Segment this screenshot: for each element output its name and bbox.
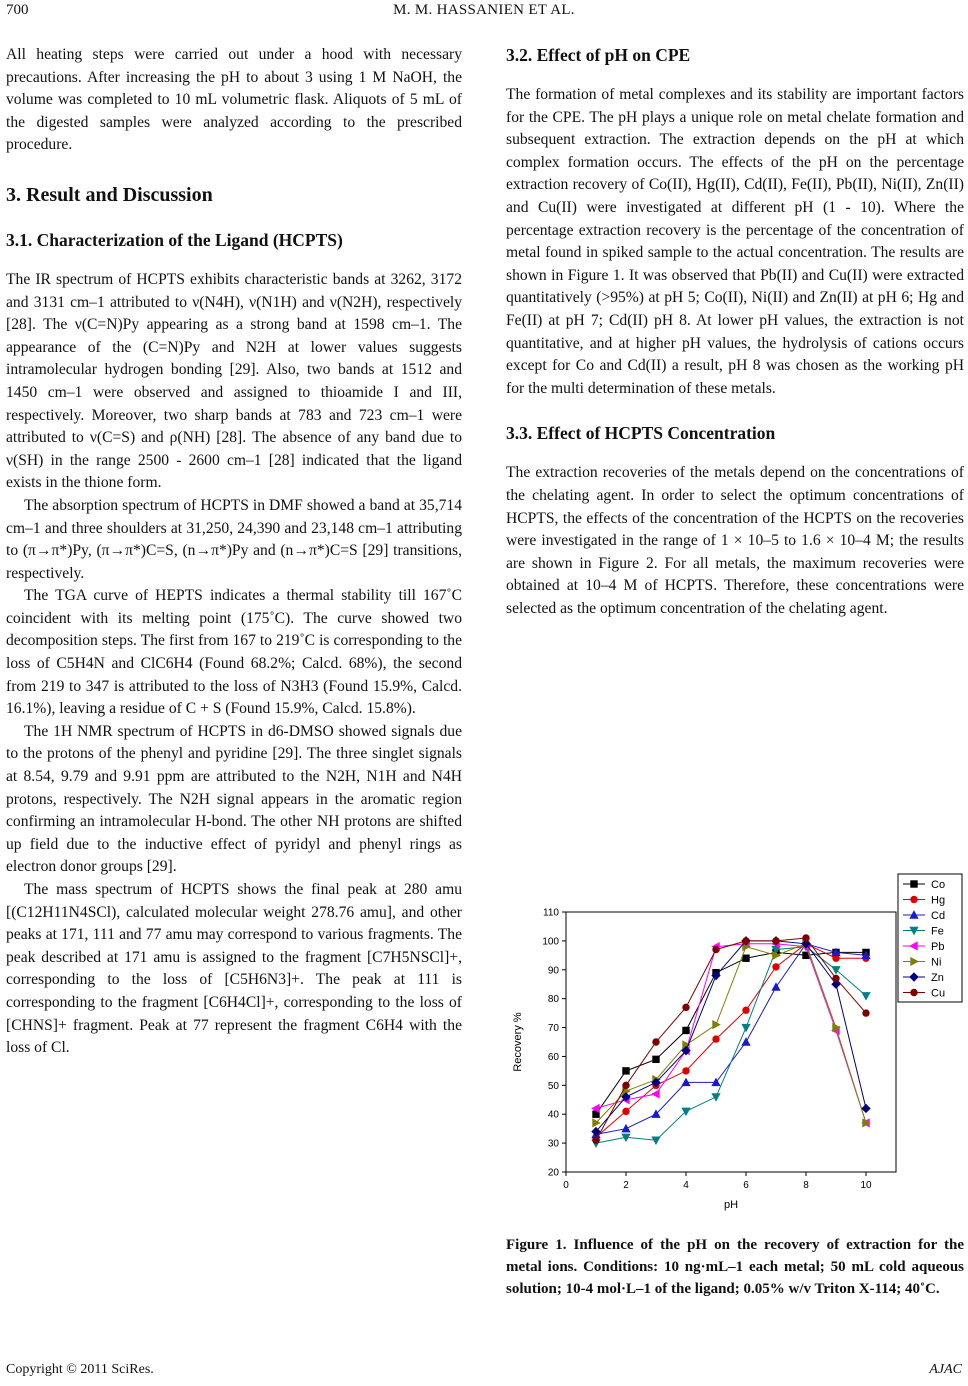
data-point-cu bbox=[803, 935, 809, 941]
data-point-fe bbox=[742, 1024, 750, 1031]
y-tick-label: 20 bbox=[547, 1167, 559, 1179]
data-point-cd bbox=[742, 1038, 750, 1045]
data-point-hg bbox=[773, 964, 779, 970]
y-tick-label: 100 bbox=[542, 936, 559, 948]
x-tick-label: 10 bbox=[860, 1180, 872, 1191]
x-tick-label: 0 bbox=[563, 1180, 569, 1191]
journal-name: AJAC bbox=[929, 1362, 962, 1377]
x-axis-label: pH bbox=[723, 1199, 739, 1211]
legend-label-fe: Fe bbox=[931, 925, 944, 938]
chart-legend bbox=[898, 874, 962, 1002]
data-point-co bbox=[743, 955, 749, 961]
legend-label-pb: Pb bbox=[931, 940, 945, 953]
series-line-cd bbox=[596, 944, 866, 1135]
series-line-zn bbox=[596, 941, 866, 1132]
series-line-fe bbox=[596, 947, 866, 1143]
subsection-heading-concentration: 3.3. Effect of HCPTS Concentration bbox=[506, 423, 776, 444]
figure-1-caption: Figure 1. Influence of the pH on the recovery of extraction for the metal ions. Conditions: 10 ng·mL–1 each metal; 50 mL cold aqueous solution; 10-4 mol·L–1 of the ligand; 0.05% w/v Triton X-114; 40˚C. bbox=[506, 1237, 964, 1297]
data-point-cu bbox=[593, 1137, 599, 1143]
legend-label-cu: Cu bbox=[931, 987, 946, 1000]
subsection-heading-ph: 3.2. Effect of pH on CPE bbox=[506, 45, 691, 65]
data-point-fe bbox=[862, 993, 870, 1000]
data-point-ni bbox=[713, 1021, 720, 1029]
right-column bbox=[506, 44, 964, 620]
page-number: 700 bbox=[6, 2, 29, 18]
data-point-co bbox=[653, 1056, 659, 1062]
data-point-hg bbox=[683, 1068, 689, 1074]
data-point-cd bbox=[772, 983, 780, 990]
data-point-hg bbox=[713, 1036, 719, 1042]
x-tick-label: 4 bbox=[683, 1180, 689, 1191]
legend-label-ni: Ni bbox=[931, 956, 942, 969]
y-tick-label: 30 bbox=[547, 1138, 559, 1150]
data-point-cu bbox=[773, 938, 779, 944]
data-point-cu bbox=[623, 1082, 629, 1088]
legend-marker-co bbox=[911, 881, 917, 887]
paragraph-tga: The TGA curve of HEPTS indicates a thermal stability till 167˚C coincident with its melting point (175˚C). The curve showed two decomposition steps. The first from 167 to 219˚C is corresponding to the loss of C5H4N and ClC6H4 (Found 68.2%; Calcd. 68%), the second from 219 to 347 is attributed to the loss of N3H3 (Found 15.9%, Calcd. 16.1%), leaving a residue of C + S (Found 15.9%, Calcd. 15.8%). bbox=[6, 587, 462, 718]
legend-label-cd: Cd bbox=[931, 909, 946, 922]
data-point-pb bbox=[652, 1090, 659, 1098]
paragraph-procedure: All heating steps were carried out under a hood with necessary precautions. After increasing the pH to about 3 using 1 M NaOH, the volume was completed to 10 mL volumetric flask. Aliquots of 5 mL of the digested samples were analyzed according to the prescribed procedure. bbox=[6, 46, 462, 154]
paragraph-ph: The formation of metal complexes and its stability are important factors for the CPE. The pH plays a unique role on metal chelate formation and subsequent extraction. The extraction depends on the pH at which complex formation occurs. The effects of the pH on the percentage extraction recovery of Co(II), Hg(II), Cd(II), Fe(II), Pb(II), Ni(II), Zn(II) and Cu(II) were investigated at different pH (1 - 10). Where the percentage extraction recovery is the percentage of the concentration of metal found in spiked sample to the actual concentration. The results are shown in Figure 1. It was observed that Pb(II) and Cu(II) were extracted quantitatively (>95%) at pH 5; Co(II), Ni(II) and Zn(II) at pH 6; Hg and Fe(II) at pH 7; Cd(II) pH 8. At lower pH values, the extraction is not quantitative, and at higher pH values, the hydrolysis of cations occurs except for Co and Cd(II) a result, pH 8 was chosen as the working pH for the multi determination of these metals. bbox=[506, 86, 964, 397]
left-column bbox=[6, 44, 462, 1060]
page-header bbox=[0, 0, 968, 24]
data-point-cu bbox=[653, 1039, 659, 1045]
legend-marker-hg bbox=[911, 896, 917, 902]
data-point-hg bbox=[623, 1108, 629, 1114]
plot-frame bbox=[566, 912, 896, 1172]
paragraph-absorption: The absorption spectrum of HCPTS in DMF showed a band at 35,714 cm–1 and three shoulders at 31,250, 24,390 and 23,148 cm–1 attributing to (π→π*)Py, (π→π*)C=S, (n→π*)Py and (n→π*)C=S [29] transitions, respectively. bbox=[6, 496, 462, 582]
data-point-cu bbox=[683, 1004, 689, 1010]
running-head: M. M. HASSANIEN ET AL. bbox=[393, 2, 575, 18]
data-point-cu bbox=[713, 946, 719, 952]
data-point-cu bbox=[863, 1010, 869, 1016]
paragraph-concentration: The extraction recoveries of the metals depend on the concentrations of the chelating agent. In order to select the optimum concentrations of HCPTS, the effects of the concentration of the HCPTS on the recoveries were investigated in the range of 1 × 10–5 to 1.6 × 10–4 M; the results are shown in Figure 2. For all metals, the maximum recoveries were obtained at 10–4 M of HCPTS. Therefore, these concentrations were selected as the optimum concentration of the chelating agent. bbox=[506, 464, 964, 617]
data-point-fe bbox=[652, 1137, 660, 1144]
data-point-cd bbox=[622, 1125, 630, 1132]
y-tick-label: 110 bbox=[543, 907, 559, 919]
data-point-fe bbox=[712, 1094, 720, 1101]
legend-label-co: Co bbox=[931, 878, 946, 891]
y-tick-label: 60 bbox=[547, 1051, 559, 1063]
data-point-hg bbox=[743, 1007, 749, 1013]
paragraph-nmr: The 1H NMR spectrum of HCPTS in d6-DMSO showed signals due to the protons of the phenyl and pyridine [29]. The three singlet signals at 8.54, 9.79 and 9.91 ppm are attributed to the N2H, N1H and N4H protons, respectively. The N2H signal appears in the aromatic region confirming an intramolecular H-bond. The other NH protons are shifted up field due to the inductive effect of pyridyl and phenyl rings as electron donor groups [29]. bbox=[6, 722, 462, 876]
section-heading-results: 3. Result and Discussion bbox=[6, 183, 213, 206]
copyright-text: Copyright © 2011 SciRes. bbox=[6, 1362, 154, 1377]
y-tick-label: 50 bbox=[547, 1080, 559, 1092]
y-tick-label: 40 bbox=[547, 1109, 559, 1121]
legend-label-zn: Zn bbox=[931, 971, 944, 984]
data-point-cu bbox=[743, 938, 749, 944]
data-point-zn bbox=[862, 1104, 870, 1112]
x-tick-label: 6 bbox=[743, 1180, 749, 1191]
paragraph-mass: The mass spectrum of HCPTS shows the final peak at 280 amu [(C12H11N4SCl), calculated molecular weight 278.76 amu], and other peaks at 171, 111 and 77 amu may correspond to various fragments. The peak described at 171 amu is assigned to the fragment [C7H5NSCl]+, corresponding to the loss of [C5H6N3]+. The peak at 111 is corresponding to the fragment [C6H4Cl]+, corresponding to the loss of [CHNS]+ fragment. Peak at 77 represent the fragment C6H4 with the loss of Cl. bbox=[6, 881, 462, 1057]
recovery-ph-chart bbox=[506, 870, 966, 1220]
data-point-co bbox=[623, 1068, 629, 1074]
series-line-cu bbox=[596, 938, 866, 1140]
y-axis-label: Recovery % bbox=[512, 1012, 524, 1072]
data-point-co bbox=[683, 1027, 689, 1033]
y-tick-label: 70 bbox=[547, 1023, 559, 1035]
legend-marker-cu bbox=[911, 989, 917, 995]
x-tick-label: 2 bbox=[623, 1180, 629, 1191]
paragraph-ir: The IR spectrum of HCPTS exhibits characteristic bands at 3262, 3172 and 3131 cm–1 attributed to ν(N4H), ν(N1H) and ν(N2H), respectively [28]. The ν(C=N)Py appearing as a strong band at 1598 cm–1. The appearance of the (C=N)Py and N2H at lower values suggests intramolecular hydrogen bonding [29]. Also, two bands at 1512 and 1450 cm–1 were observed and assigned to thioamide I and III, respectively. Moreover, two sharp bands at 783 and 723 cm–1 were attributed to ν(C=S) and ρ(NH) [28]. The absence of any band due to ν(SH) in the range 2500 - 2600 cm–1 [28] indicated that the ligand exists in the thione form. bbox=[6, 270, 462, 492]
y-tick-label: 80 bbox=[547, 994, 559, 1006]
y-tick-label: 90 bbox=[547, 965, 559, 977]
figure-1-chart bbox=[506, 870, 966, 1220]
data-point-cu bbox=[833, 975, 839, 981]
subsection-heading-ligand: 3.1. Characterization of the Ligand (HCPTS) bbox=[6, 229, 343, 250]
x-tick-label: 8 bbox=[803, 1180, 809, 1191]
series-line-co bbox=[596, 952, 866, 1114]
legend-label-hg: Hg bbox=[931, 894, 946, 907]
series-line-hg bbox=[596, 944, 866, 1138]
